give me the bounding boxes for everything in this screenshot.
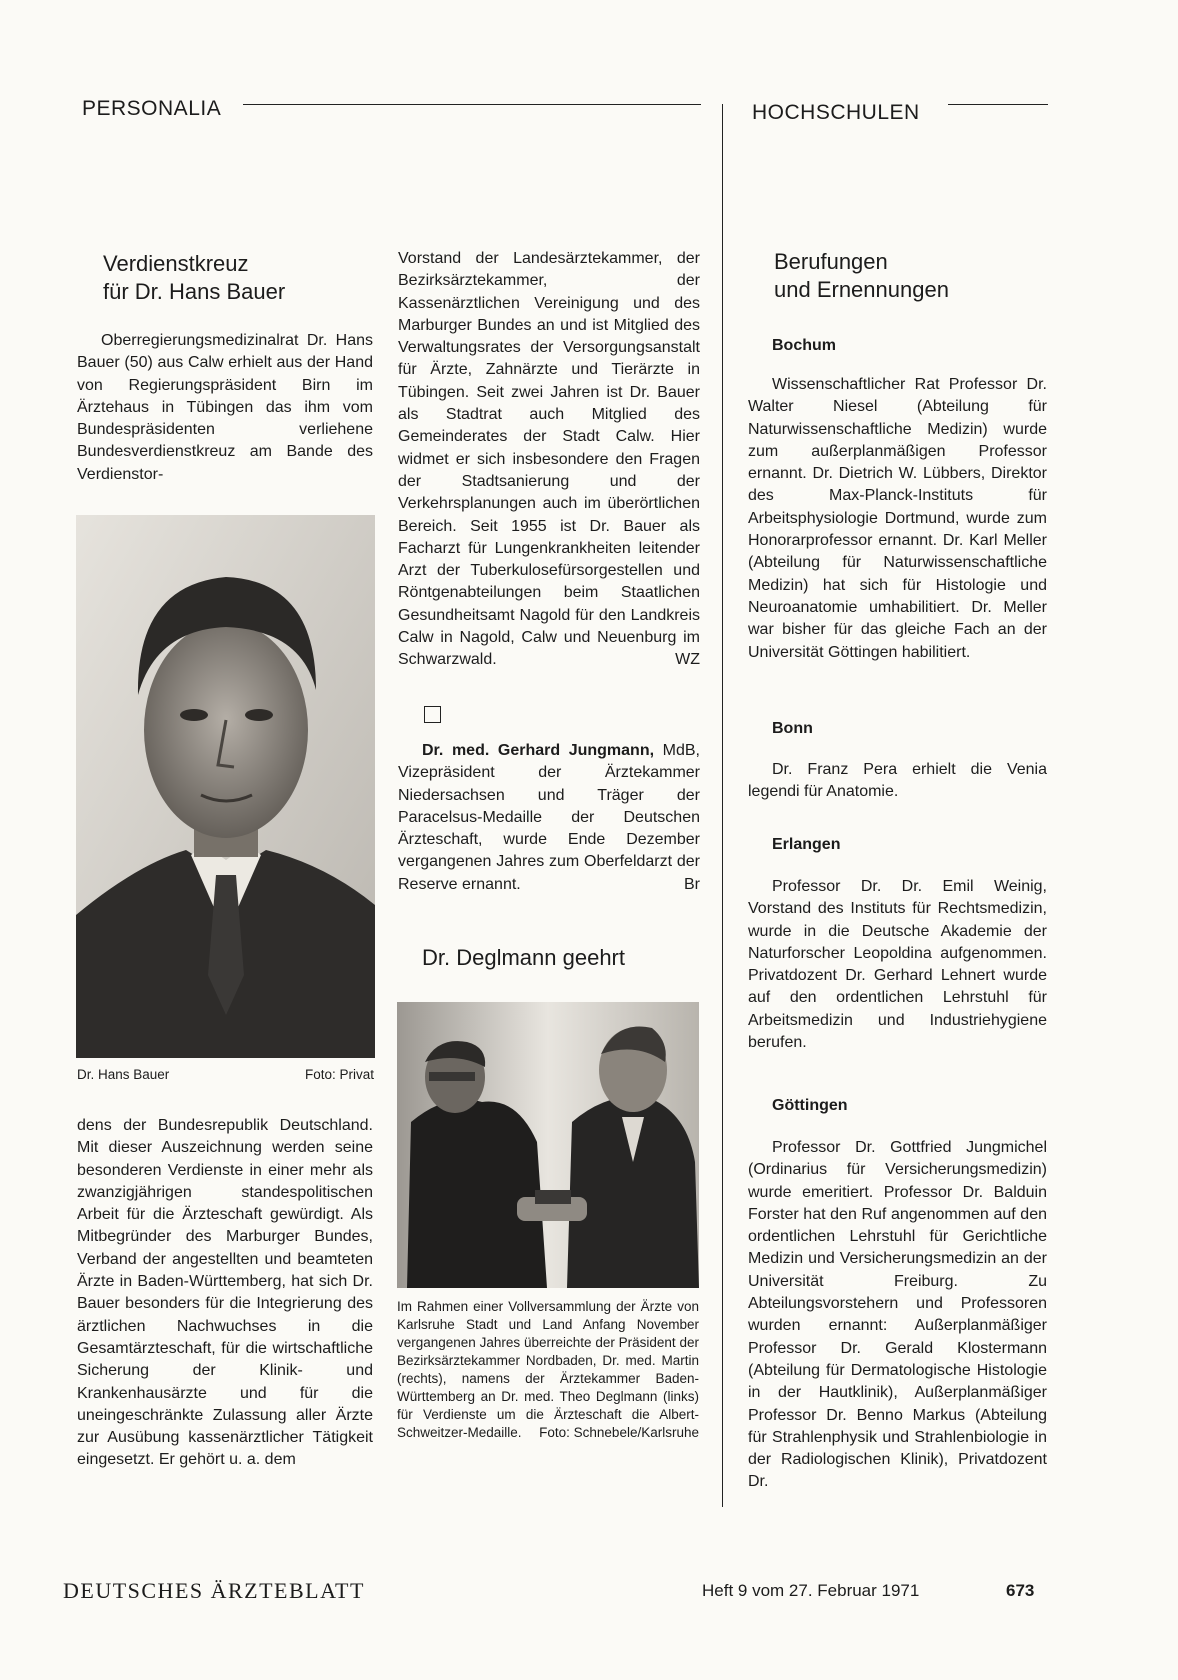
jungmann-text: MdB, Vizepräsident der Ärztekammer Niedersachsen und Träger der Paracelsus-Medaille der Deutschen Ärzteschaft, wurde Ende Dezember vergangenen Jahres zum Oberfeldarzt der Reserve ernannt.: [398, 742, 700, 893]
award-caption-text: Im Rahmen einer Vollversammlung der Ärzte von Karlsruhe Stadt und Land Anfang November vergangenen Jahres überreichte der Präsident der Bezirksärztekammer Nordbaden, Dr. med. Martin (rechts), namens der Ärztekammer Baden-Württemberg an Dr. med. Theo Deglmann (links) für Verdienste um die Ärzteschaft die Albert-Schweitzer-Medaille.: [397, 1299, 699, 1440]
title-line-1: Verdienstkreuz: [103, 251, 249, 276]
heading-bonn: Bonn: [772, 720, 813, 737]
text-goettingen: [748, 1137, 1047, 1494]
article-intro: [77, 330, 373, 486]
article-title-verdienstkreuz: [103, 250, 285, 306]
text-bonn: [748, 759, 1047, 804]
portrait-photo-hans-bauer: [76, 515, 375, 1058]
text-erlangen: [748, 876, 1047, 1054]
award-illustration: [397, 1002, 699, 1288]
award-photo-deglmann: [397, 1002, 699, 1288]
separator-square-icon: [424, 706, 441, 723]
hochschulen-title-line-1: Berufungen: [774, 249, 888, 274]
portrait-caption-name: Dr. Hans Bauer: [77, 1067, 170, 1082]
column2-text: [398, 248, 700, 672]
portrait-photo-credit: Foto: Privat: [304, 1067, 374, 1082]
header-rule-left: [243, 104, 701, 105]
footer-page-number: 673: [1006, 1581, 1035, 1600]
column2-body: Vorstand der Landesärztekammer, der Bezirksärztekammer, der Kassenärztlichen Vereinigung und des Marburger Bundes an und ist Mitglied des Verwaltungsrates der Versorgungsanstalt für Ärzte, Zahnärzte und Tierärzte in Tübingen. Seit zwei Jahren ist Dr. Bauer als Stadtrat auch Mitglied des Gemeinderates der Stadt Calw. Hier widmet er sich insbesondere den Fragen der Stadtsanierung und der Verkehrsplanungen auch im überörtlichen Bereich. Seit 1955 ist Dr. Bauer als Facharzt für Lungenkrankheiten leitender Arzt der Tuberkulosefürsorgestellen und Röntgenabteilungen beim Staatlichen Gesundheitsamt Nagold für den Landkreis Calw in Nagold, Calw und Neuenburg im Schwarzwald.: [398, 250, 700, 669]
title-line-2: für Dr. Hans Bauer: [103, 279, 286, 304]
jungmann-signature: Br: [684, 875, 700, 893]
article-continuation: [77, 1115, 373, 1472]
bochum-paragraph: Wissenschaftlicher Rat Professor Dr. Walter Niesel (Abteilung für Naturwissenschaftliche Medizin) wurde zum außerplanmäßigen Professor ernannt. Dr. Dietrich W. Lübbers, Direktor des Max-Planck-Instituts für Arbeitsphysiologie Dortmund, wurde zum Honorarprofessor ernannt. Dr. Karl Meller (Abteilung für Naturwissenschaftliche Medizin) hat sich für Histologie und Neuroanatomie umhabilitiert. Dr. Meller war bisher für das gleiche Fach an der Universität Göttingen habilitiert.: [748, 376, 1047, 661]
heading-erlangen: Erlangen: [772, 836, 841, 853]
goettingen-paragraph: Professor Dr. Gottfried Jungmichel (Ordinarius für Versicherungsmedizin) wurde emeritiert. Professor Dr. Balduin Forster hat den Ruf angenommen auf den ordentlichen Lehrstuhl für Gerichtliche Medizin und Versicherungsmedizin an der Universität Freiburg. Zu Abteilungsvorstehern und Professoren wurden ernannt: Außerplanmäßiger Professor Dr. Gerald Klostermann (Abteilung für Dermatologische Histologie in der Hautklinik), Außerplanmäßiger Professor Dr. Benno Markus (Abteilung für Strahlenphysik und Strahlenbiologie in der Radiologischen Klinik), Privatdozent Dr.: [748, 1139, 1047, 1491]
continuation-paragraph: dens der Bundesrepublik Deutschland. Mit dieser Auszeichnung werden seine besonderen Verdienste in einer mehr als zwanzigjährigen standespolitischen Arbeit für die Ärzteschaft gewürdigt. Als Mitbegründer des Marburger Bundes, Verband der angestellten und beamteten Ärzte in Baden-Württemberg, hat sich Dr. Bauer besonders für die Integrierung des ärztlichen Nachwuchses in die Gesamtärzteschaft, für die wirtschaftliche Sicherung der Klinik- und Krankenhausärzte und für die uneingeschränkte Zulassung aller Ärzte zur Ausübung kassenärztlicher Tätigkeit eingesetzt. Er gehört u. a. dem: [77, 1117, 373, 1469]
erlangen-paragraph: Professor Dr. Dr. Emil Weinig, Vorstand des Instituts für Rechtsmedizin, wurde in die Deutsche Akademie der Naturforscher Leopoldina aufgenommen. Privatdozent Dr. Gerhard Lehnert wurde auf den ordentlichen Lehrstuhl für Arbeitsmedizin und Industriehygiene berufen.: [748, 878, 1047, 1052]
heading-bochum: Bochum: [772, 337, 836, 354]
jungmann-name: Dr. med. Gerhard Jungmann,: [422, 742, 655, 759]
section-label-hochschulen: HOCHSCHULEN: [752, 101, 920, 124]
footer-issue: Heft 9 vom 27. Februar 1971: [702, 1581, 920, 1600]
award-photo-credit: Foto: Schnebele/Karlsruhe: [539, 1425, 699, 1440]
hochschulen-title: [774, 248, 949, 304]
column-divider: [722, 104, 723, 1507]
jungmann-notice: [398, 740, 700, 896]
intro-paragraph: Oberregierungsmedizinalrat Dr. Hans Bauer (50) aus Calw erhielt aus der Hand von Regierungspräsident Birn im Ärztehaus in Tübingen das ihm vom Bundespräsidenten verliehene Bundesverdienstkreuz am Bande des Verdienstor-: [77, 332, 373, 483]
jungmann-paragraph: [398, 740, 700, 896]
bonn-paragraph: Dr. Franz Pera erhielt die Venia legendi für Anatomie.: [748, 761, 1047, 801]
section-label-personalia: PERSONALIA: [82, 97, 222, 120]
header-rule-right: [948, 104, 1048, 105]
hochschulen-title-line-2: und Ernennungen: [774, 277, 949, 302]
heading-goettingen: Göttingen: [772, 1097, 848, 1114]
column2-signature: WZ: [675, 651, 700, 669]
portrait-caption: [77, 1066, 374, 1084]
portrait-illustration: [76, 515, 375, 1058]
column2-paragraph: [398, 248, 700, 672]
footer-journal-title: DEUTSCHES ÄRZTEBLATT: [63, 1578, 365, 1603]
award-caption: [397, 1298, 699, 1442]
text-bochum: [748, 374, 1047, 664]
article-title-deglmann: Dr. Deglmann geehrt: [422, 945, 625, 970]
